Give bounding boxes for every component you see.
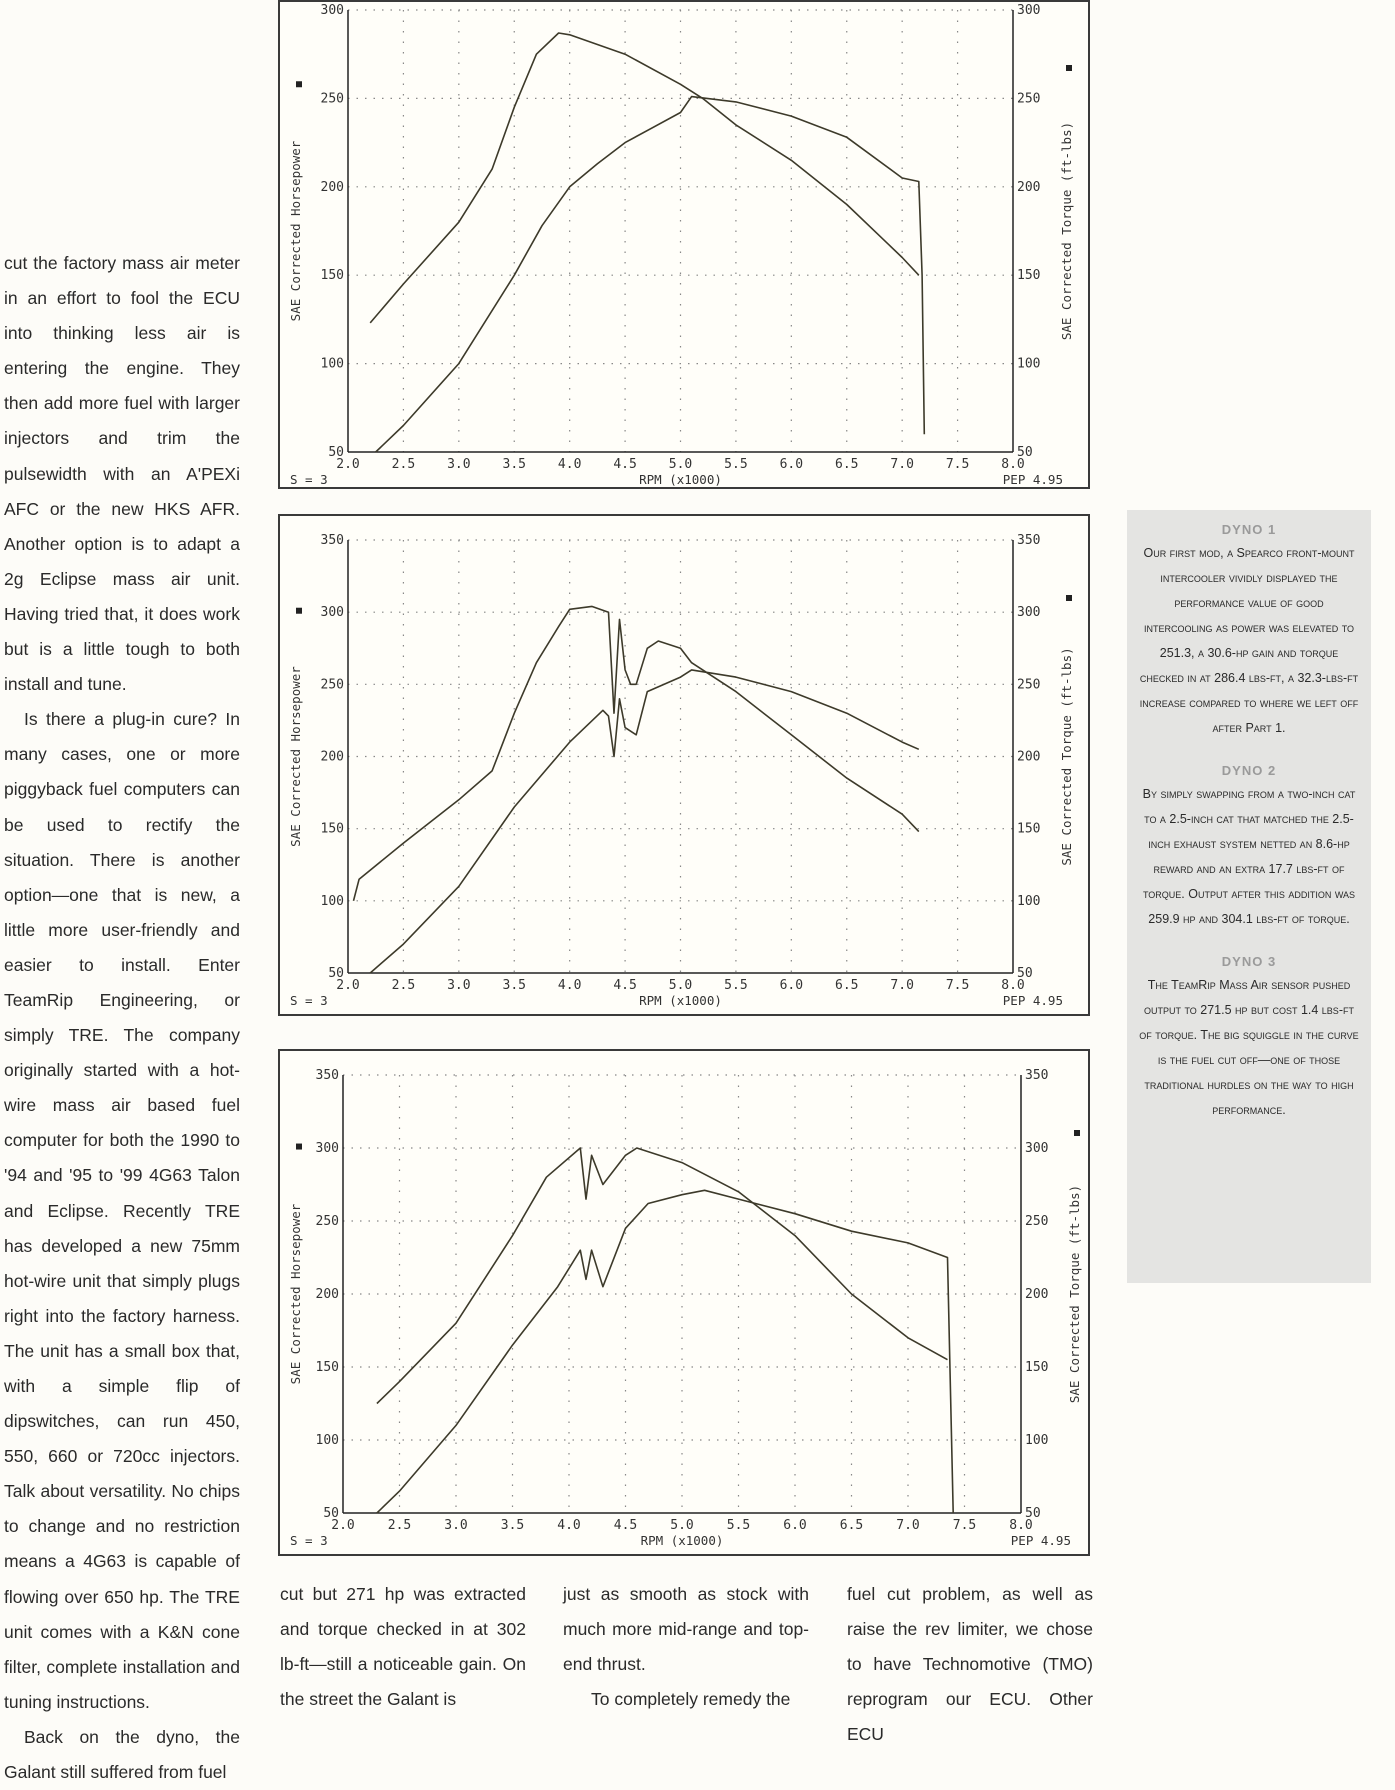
- x-tick-label: 4.0: [557, 457, 582, 472]
- x-tick-label: 8.0: [1001, 457, 1025, 472]
- pep-label: PEP 4.95: [1002, 472, 1063, 487]
- y-tick-label-left: 300: [320, 605, 344, 621]
- torque-curve: [354, 606, 919, 900]
- x-tick-label: 3.5: [502, 457, 526, 472]
- y-tick-label-right: 300: [1017, 3, 1041, 18]
- dyno-chart-1: [278, 0, 1090, 489]
- x-tick-label: 6.5: [839, 1518, 864, 1533]
- article-bottom-column-2: [563, 1577, 809, 1717]
- y-tick-label-right: 250: [1017, 91, 1041, 107]
- y-tick-label-right: 50: [1017, 966, 1033, 981]
- hp-curve: [370, 670, 919, 973]
- y-tick-label-right: 200: [1017, 179, 1041, 195]
- x-tick-label: 6.0: [783, 1518, 807, 1533]
- y-tick-label-left: 50: [328, 966, 344, 981]
- x-tick-label: 6.5: [835, 457, 859, 472]
- dyno-caption-sidebar: [1127, 510, 1371, 1283]
- x-tick-label: 2.5: [391, 457, 416, 472]
- x-tick-label: 5.5: [724, 457, 748, 472]
- torque-legend-marker: [1074, 1130, 1080, 1136]
- article-paragraph: Is there a plug-in cure? In many cases, one or more piggyback fuel computers can be used to rectify the situation. There is another option—one that is new, a little more user-friendly and easier to install. Enter TeamRip Engineering, or simply TRE. The company originally started with a hot-wire mass air based fuel computer for both the 1990 to '94 and '95 to '99 4G63 Talon and Eclipse. Recently TRE has developed a new 75mm hot-wire unit that simply plugs right into the factory harness. The unit has a small box that, with a simple flip of dipswitches, can run 450, 550, 660 or 720cc injectors. Talk about versatility. No chips to change and no restriction means a 4G63 is capable of flowing over 650 hp. The TRE unit comes with a K&N cone filter, complete installation and tuning instructions.: [4, 709, 240, 1712]
- article-paragraph: To completely remedy the: [591, 1689, 791, 1709]
- x-tick-label: 7.0: [896, 1518, 920, 1533]
- y-tick-label-right: 350: [1017, 533, 1041, 548]
- x-tick-label: 3.0: [447, 978, 471, 993]
- article-paragraph: Back on the dyno, the Galant still suffered from fuel: [4, 1726, 240, 1783]
- x-tick-label: 4.0: [557, 978, 582, 993]
- y-tick-label-left: 150: [320, 821, 344, 837]
- y-tick-label-left: 200: [315, 1287, 339, 1302]
- x-tick-label: 2.0: [336, 978, 360, 993]
- y-tick-label-left: 100: [315, 1433, 339, 1448]
- y-tick-label-right: 350: [1025, 1068, 1049, 1083]
- x-tick-label: 4.0: [557, 1518, 581, 1533]
- x-axis-label: RPM (x1000): [639, 993, 722, 1008]
- y-tick-label-left: 100: [320, 356, 344, 372]
- y-tick-label-right: 300: [1017, 605, 1041, 621]
- article-paragraph: cut the factory mass air meter in an effort to fool the ECU into thinking less air is entering the engine. They then add more fuel with larger injectors and trim the pulsewidth with an A'PEXi AFC or the new HKS AFR. Another option is to adapt a 2g Eclipse mass air unit. Having tried that, it does work but is a little tough to both install and tune.: [4, 253, 240, 695]
- x-tick-label: 7.5: [945, 978, 970, 993]
- smoothing-label: S = 3: [290, 1533, 328, 1548]
- y-tick-label-left: 200: [320, 749, 344, 765]
- x-tick-label: 3.5: [500, 1518, 525, 1533]
- x-tick-label: 4.5: [613, 978, 637, 993]
- y-tick-label-right: 100: [1017, 893, 1041, 909]
- x-tick-label: 7.0: [890, 457, 914, 472]
- torque-curve: [370, 33, 919, 323]
- y-tick-label-right: 150: [1017, 821, 1041, 837]
- y-axis-label-right: SAE Corrected Torque (ft-lbs): [1059, 647, 1074, 866]
- y-tick-label-left: 150: [315, 1360, 339, 1375]
- x-tick-label: 3.0: [444, 1518, 468, 1533]
- hp-curve: [376, 97, 925, 452]
- y-tick-label-right: 150: [1017, 268, 1041, 284]
- x-tick-label: 3.0: [447, 457, 471, 472]
- x-tick-label: 6.0: [779, 978, 804, 993]
- y-axis-label-right: SAE Corrected Torque (ft-lbs): [1067, 1184, 1082, 1404]
- y-tick-label-left: 350: [320, 533, 344, 548]
- hp-legend-marker: [296, 1144, 302, 1150]
- article-left-column: [4, 246, 240, 1790]
- x-tick-label: 5.5: [724, 978, 748, 993]
- dyno3-caption-text: The TeamRip Mass Air sensor pushed output to 271.5 hp but cost 1.4 lbs-ft of torque. The big squiggle in the curve is the fuel cut off—one of those traditional hurdles on the way to high performance.: [1139, 978, 1359, 1117]
- smoothing-label: S = 3: [290, 472, 328, 487]
- y-tick-label-left: 350: [315, 1068, 339, 1083]
- y-axis-label-left: SAE Corrected Horsepower: [288, 666, 303, 847]
- y-tick-label-left: 100: [320, 893, 344, 909]
- x-tick-label: 2.5: [387, 1518, 412, 1533]
- y-axis-label-left: SAE Corrected Horsepower: [288, 1203, 303, 1385]
- x-tick-label: 5.0: [670, 1518, 694, 1533]
- dyno2-caption-text: By simply swapping from a two-inch cat to a 2.5-inch cat that matched the 2.5-inch exhaust system netted an 8.6-hp reward and an extra 17.7 lbs-ft of torque. Output after this addition was 259.9 hp and 304.1 lbs-ft of torque.: [1142, 787, 1356, 926]
- y-tick-label-left: 50: [323, 1506, 339, 1521]
- x-tick-label: 7.5: [945, 457, 970, 472]
- y-tick-label-right: 50: [1017, 445, 1033, 460]
- x-axis-label: RPM (x1000): [639, 472, 722, 487]
- x-tick-label: 3.5: [502, 978, 526, 993]
- dyno2-caption-title: DYNO 2: [1221, 763, 1277, 778]
- x-tick-label: 6.0: [779, 457, 804, 472]
- x-tick-label: 4.5: [613, 457, 637, 472]
- article-paragraph: just as smooth as stock with much more mid-range and top-end thrust.: [563, 1584, 809, 1674]
- pep-label: PEP 4.95: [1002, 993, 1063, 1008]
- y-tick-label-right: 250: [1017, 677, 1041, 693]
- torque-legend-marker: [1066, 595, 1072, 601]
- y-tick-label-left: 200: [320, 179, 344, 195]
- x-tick-label: 7.5: [952, 1518, 977, 1533]
- y-tick-label-left: 250: [320, 677, 344, 693]
- dyno-chart-2-svg: [280, 516, 1088, 1014]
- x-tick-label: 5.0: [668, 457, 693, 472]
- dyno-chart-2: [278, 514, 1090, 1016]
- pep-label: PEP 4.95: [1010, 1533, 1071, 1548]
- y-tick-label-right: 50: [1025, 1506, 1041, 1521]
- y-tick-label-right: 150: [1025, 1360, 1049, 1375]
- x-tick-label: 6.5: [835, 978, 859, 993]
- x-tick-label: 7.0: [890, 978, 914, 993]
- y-tick-label-right: 300: [1025, 1141, 1049, 1156]
- y-tick-label-right: 200: [1017, 749, 1041, 765]
- x-tick-label: 8.0: [1009, 1518, 1033, 1533]
- y-tick-label-left: 150: [320, 268, 344, 284]
- y-tick-label-right: 250: [1025, 1214, 1049, 1229]
- dyno-chart-3-svg: [280, 1051, 1088, 1554]
- x-tick-label: 2.0: [336, 457, 360, 472]
- hp-legend-marker: [296, 81, 302, 87]
- y-tick-label-right: 100: [1025, 1433, 1049, 1448]
- y-axis-label-right: SAE Corrected Torque (ft-lbs): [1059, 121, 1074, 341]
- y-tick-label-left: 250: [320, 91, 344, 107]
- dyno-chart-1-svg: [280, 2, 1088, 487]
- y-tick-label-right: 100: [1017, 356, 1041, 372]
- x-tick-label: 4.5: [613, 1518, 638, 1533]
- x-tick-label: 5.5: [726, 1518, 751, 1533]
- hp-curve: [377, 1190, 953, 1513]
- y-tick-label-left: 50: [328, 445, 344, 460]
- x-tick-label: 2.5: [391, 978, 416, 993]
- article-paragraph: cut but 271 hp was extracted and torque checked in at 302 lb-ft—still a noticeable gain. On the street the Galant is: [280, 1584, 526, 1709]
- y-axis-label-left: SAE Corrected Horsepower: [288, 140, 303, 322]
- x-axis-label: RPM (x1000): [640, 1533, 724, 1548]
- y-tick-label-left: 300: [315, 1141, 339, 1156]
- x-tick-label: 5.0: [668, 978, 693, 993]
- hp-legend-marker: [296, 608, 302, 614]
- article-bottom-column-1: [280, 1577, 526, 1717]
- dyno-chart-3: [278, 1049, 1090, 1556]
- dyno3-caption-title: DYNO 3: [1221, 954, 1277, 969]
- torque-legend-marker: [1066, 65, 1072, 71]
- x-tick-label: 8.0: [1001, 978, 1025, 993]
- y-tick-label-left: 250: [315, 1214, 339, 1229]
- article-bottom-column-3: [847, 1577, 1093, 1752]
- smoothing-label: S = 3: [290, 993, 328, 1008]
- article-paragraph: fuel cut problem, as well as raise the rev limiter, we chose to have Technomotive (TMO) reprogram our ECU. Other ECU: [847, 1584, 1093, 1744]
- torque-curve: [377, 1148, 948, 1404]
- y-tick-label-left: 300: [320, 3, 344, 18]
- x-tick-label: 2.0: [331, 1518, 355, 1533]
- dyno1-caption-title: DYNO 1: [1221, 522, 1277, 537]
- y-tick-label-right: 200: [1025, 1287, 1049, 1302]
- dyno1-caption-text: Our first mod, a Spearco front-mount intercooler vividly displayed the performance value of good intercooling as power was elevated to 251.3, a 30.6-hp gain and torque checked in at 286.4 lbs-ft, a 32.3-lbs-ft increase compared to where we left off after Part 1.: [1139, 546, 1359, 735]
